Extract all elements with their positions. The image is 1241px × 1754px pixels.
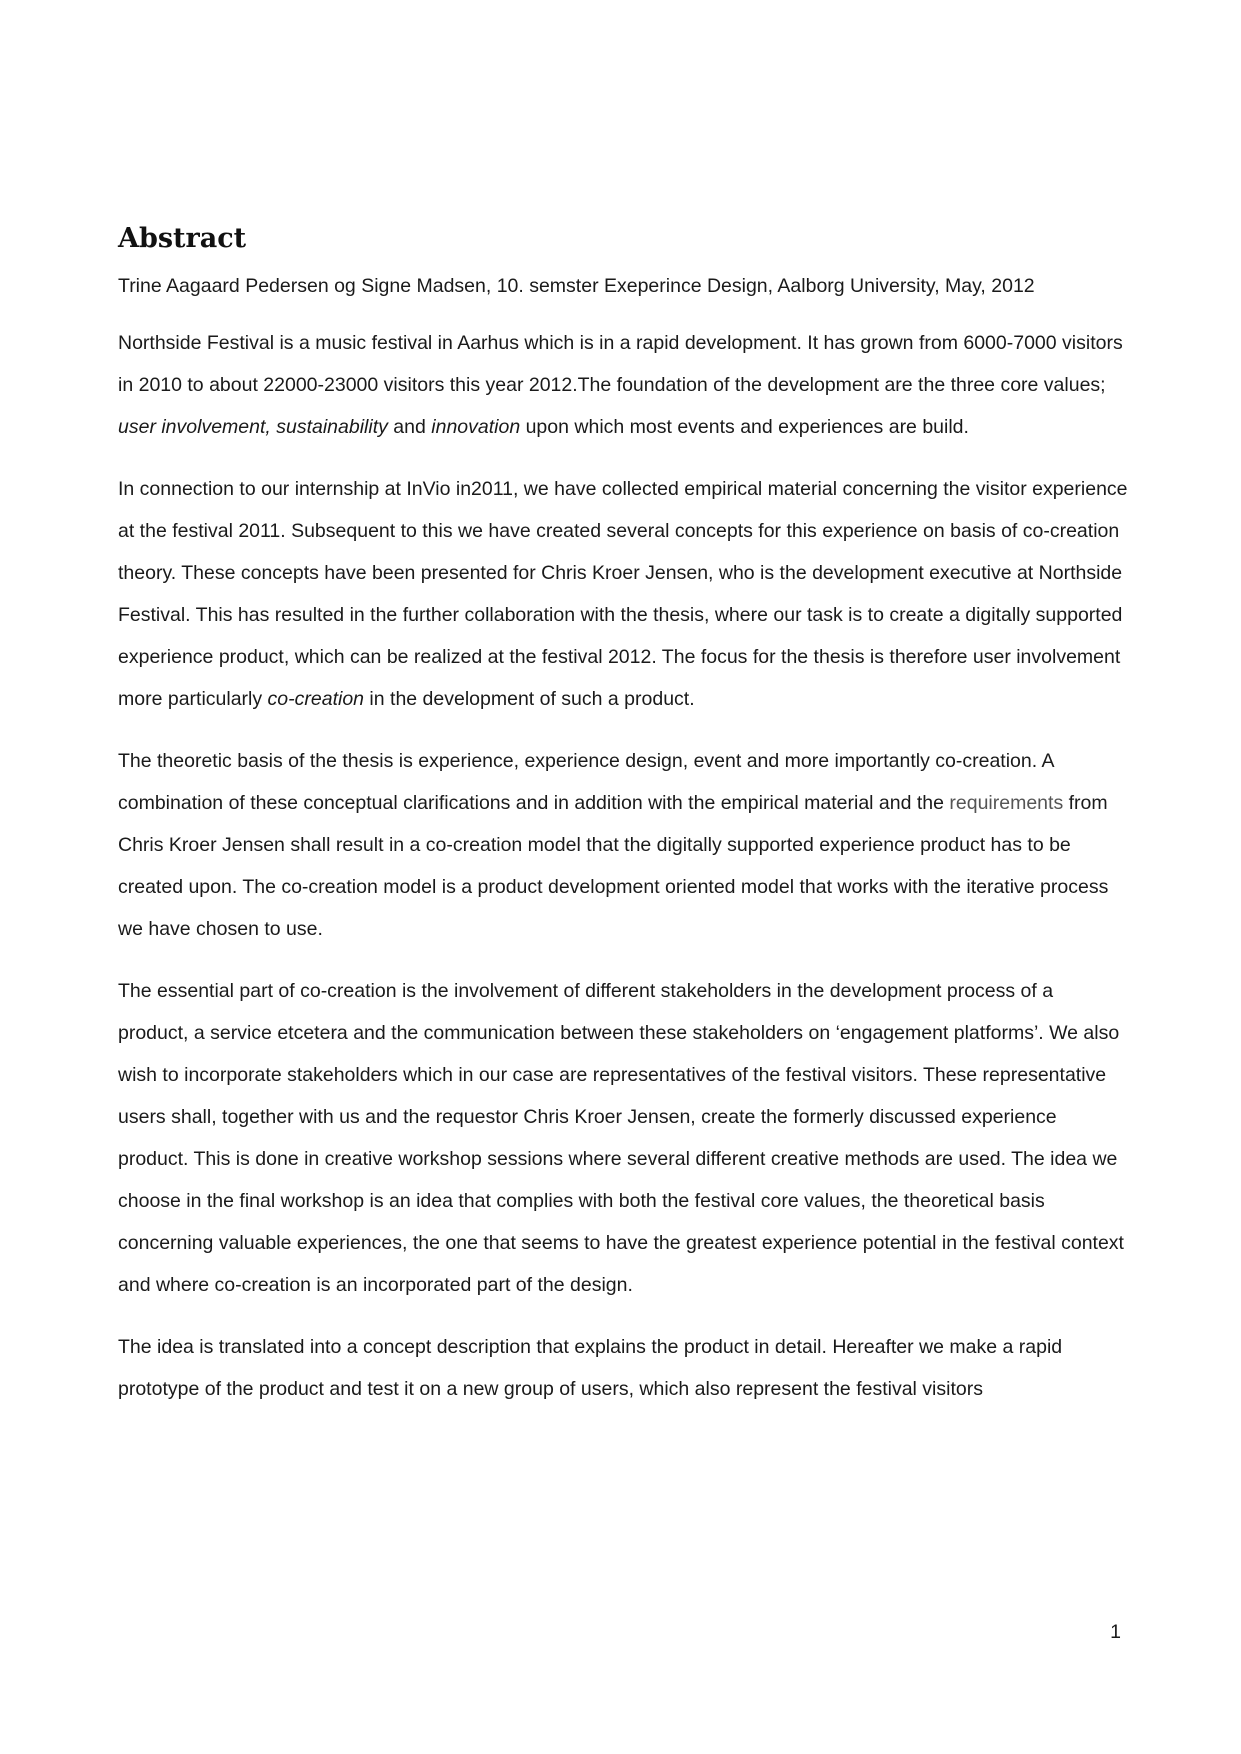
paragraph-2: [118, 468, 1128, 720]
author-byline: Trine Aagaard Pedersen og Signe Madsen, 10. semster Exeperince Design, Aalborg University, May, 2012: [118, 275, 1035, 297]
paragraph-3-text-a: The theoretic basis of the thesis is experience, experience design, event and more importantly co-creation. A combination of these conceptual clarifications and in addition with the empirical material and the: [118, 750, 1054, 814]
paragraph-2-text-b: in the development of such a product.: [364, 688, 695, 710]
paragraph-1-text-c: upon which most events and experiences are build.: [520, 416, 969, 438]
paragraph-5: The idea is translated into a concept description that explains the product in detail. Hereafter we make a rapid prototype of the product and test it on a new group of users, which also represent the festival visitors: [118, 1336, 1063, 1400]
paragraph-1-text-b: and: [387, 416, 432, 438]
abstract-section: [118, 222, 1128, 1430]
paragraph-1-emphasis-1: user involvement, sustainability: [118, 416, 388, 438]
paragraph-3-text-b: from Chris Kroer Jensen shall result in a co-creation model that the digitally supported experience product has to be created upon. The co-creation model is a product development oriented model that works with the iterative process we have chosen to use.: [118, 792, 1109, 940]
paragraph-2-emphasis: co-creation: [267, 688, 365, 710]
paragraph-1: [118, 322, 1128, 448]
paragraph-2-text-a: In connection to our internship at InVio in2011, we have collected empirical material concerning the visitor experience at the festival 2011. Subsequent to this we have created several concepts for this experience on basis of co-creation theory. These concepts have been presented for Chris Kroer Jensen, who is the development executive at Northside Festival. This has resulted in the further collaboration with the thesis, where our task is to create a digitally supported experience product, which can be realized at the festival 2012. The focus for the thesis is therefore user involvement more particularly: [118, 478, 1128, 710]
page-title: Abstract: [118, 223, 247, 254]
paragraph-3-muted-word: requirements: [949, 792, 1064, 814]
paragraph-1-emphasis-2: innovation: [431, 416, 521, 438]
page-number: 1: [1110, 1621, 1121, 1643]
paragraph-4: The essential part of co-creation is the involvement of different stakeholders in the development process of a product, a service etcetera and the communication between these stakeholders on ‘engagement platforms’. We also wish to incorporate stakeholders which in our case are representatives of the festival visitors. These representative users shall, together with us and the requestor Chris Kroer Jensen, create the formerly discussed experience product. This is done in creative workshop sessions where several different creative methods are used. The idea we choose in the final workshop is an idea that complies with both the festival core values, the theoretical basis concerning valuable experiences, the one that seems to have the greatest experience potential in the festival context and where co-creation is an incorporated part of the design.: [118, 980, 1124, 1296]
paragraph-1-text-a: Northside Festival is a music festival in Aarhus which is in a rapid development. It has grown from 6000-7000 visitors in 2010 to about 22000-23000 visitors this year 2012.The foundation of the development are the three core values;: [118, 332, 1123, 396]
paragraph-3: [118, 740, 1128, 950]
